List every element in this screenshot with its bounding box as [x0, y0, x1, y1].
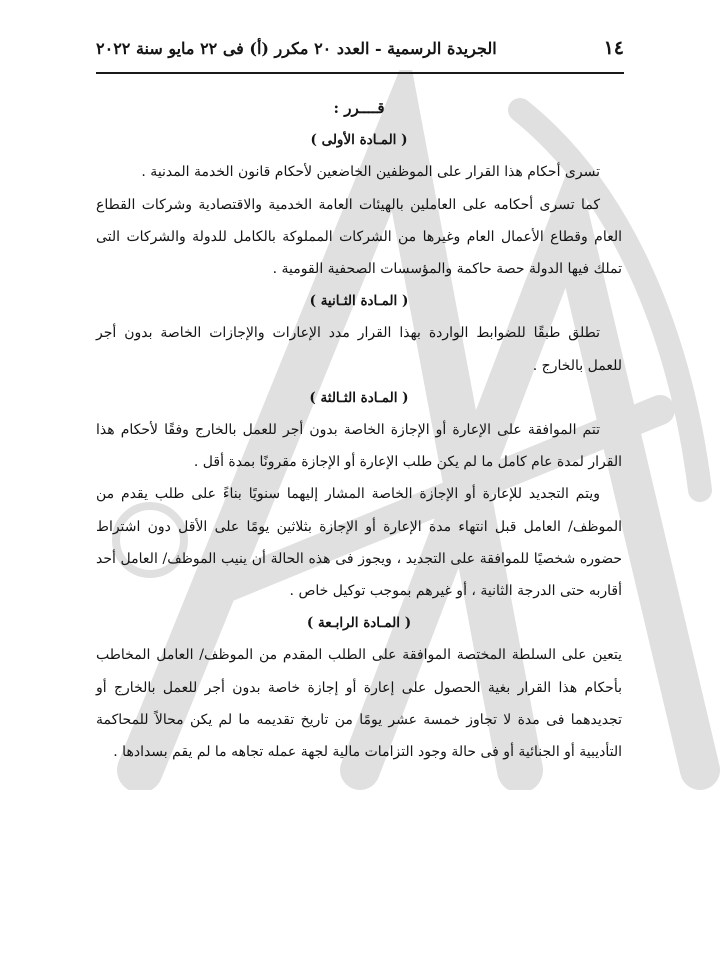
article-4-paragraph-1: يتعين على السلطة المختصة الموافقة على الطلب المقدم من الموظف/ العامل المخاطب بأحكام هذا القرار بغية الحصول على إعارة أو إجازة خاصة بدون أجر للعمل بالخارج أو تجديدهما فى مدة لا تجاوز خمسة عشر يومًا من تاريخ تقديمه ما لم يكن محالاً للمحاكمة التأديبية أو الجنائية أو فى حالة وجود التزامات مالية لجهة عمله تجاهه ما لم يقم بسدادها .: [96, 647, 622, 761]
page-number: ١٤: [603, 37, 624, 59]
decision-heading: قــــرر :: [333, 99, 385, 117]
article-2-title: ( المـادة الثـانية ): [309, 293, 409, 310]
article-1-paragraph-1: تسرى أحكام هذا القرار على الموظفين الخاضعين لأحكام قانون الخدمة المدنية .: [141, 164, 600, 181]
gazette-header-title: الجريدة الرسمية - العدد ٢٠ مكرر (أ) فى ٢٢ مايو سنة ٢٠٢٢: [96, 38, 497, 58]
article-3-paragraph-2: ويتم التجديد للإعارة أو الإجازة الخاصة المشار إليهما سنويًا بناءً على طلب يقدم من الموظف/ العامل قبل انتهاء مدة الإعارة أو الإجازة بثلاثين يومًا على الأقل دون اشتراط حضوره شخصيًا للموافقة على التجديد ، ويجوز فى هذه الحالة أن ينيب الموظف/ العامل أحد أقاربه حتى الدرجة الثانية ، أو غيرهم بموجب توكيل خاص .: [96, 486, 622, 600]
page-header: [96, 30, 624, 66]
header-divider: [96, 72, 624, 74]
article-1-paragraph-2: كما تسرى أحكامه على العاملين بالهيئات العامة الخدمية والاقتصادية وشركات القطاع العام وقطاع الأعمال العام وغيرها من الشركات المملوكة بالكامل للدولة والشركات التى تملك فيها الدولة حصة حاكمة والمؤسسات الصحفية القومية .: [96, 196, 622, 278]
article-1-title: ( المـادة الأولى ): [310, 132, 408, 149]
article-4-title: ( المـادة الرابـعة ): [306, 615, 412, 632]
article-3-paragraph-1: تتم الموافقة على الإعارة أو الإجازة الخاصة بدون أجر للعمل بالخارج وفقًا لأحكام هذا القرار لمدة عام كامل ما لم يكن طلب الإعارة أو الإجازة مقرونًا بمدة أقل .: [96, 422, 622, 471]
article-2-paragraph-1: تطلق طبقًا للضوابط الواردة بهذا القرار مدد الإعارات والإجازات الخاصة بدون أجر للعمل بالخارج .: [96, 325, 622, 374]
article-3-title: ( المـادة الثـالثة ): [309, 389, 409, 406]
decree-body: [96, 92, 622, 768]
